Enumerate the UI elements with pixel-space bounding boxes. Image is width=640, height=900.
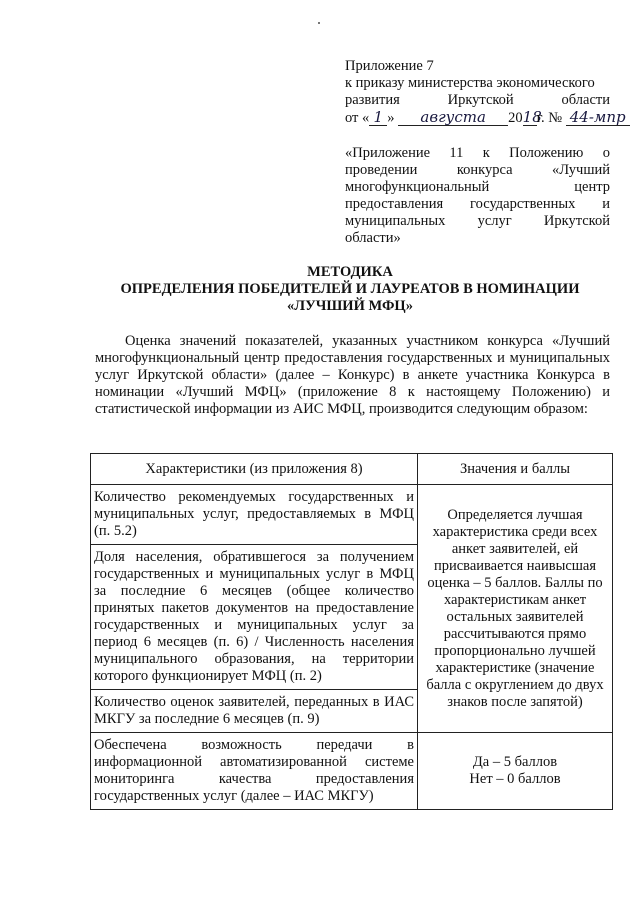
header-characteristics: Характеристики (из приложения 8) [91, 454, 418, 485]
criterion-cell: Доля населения, обратившегося за получением государственных и муниципальных услуг в МФЦ за последние 6 месяцев (общее количество принятых пакетов документов на предоставление государственных и муниципальных услуг за период 6 месяцев (п. 6) / Численность населения муниципального образования, на территории которого функционирует МФЦ (п. 2) [91, 545, 418, 690]
appendix-11-text: «Приложение 11 к Положению о проведении конкурса «Лучший многофункциональный центр предоставления государственных и муниципальных услуг Иркутской области» [345, 145, 610, 246]
date-year: 18 [522, 108, 542, 126]
date-month: августа [398, 109, 508, 126]
criterion-cell: Количество оценок заявителей, переданных в ИАС МКГУ за последние 6 месяцев (п. 9) [91, 690, 418, 733]
scan-dot [318, 22, 320, 24]
yes-value: Да – 5 баллов [472, 754, 558, 770]
date-mid: » [387, 110, 395, 126]
appendix-7-order-ref: к приказу министерства экономического [345, 75, 595, 91]
date-year-suffix: г. № [536, 110, 563, 126]
title-line-2: ОПРЕДЕЛЕНИЯ ПОБЕДИТЕЛЕЙ И ЛАУРЕАТОВ В НОМИНАЦИИ [120, 281, 580, 297]
merged-value-cell: Определяется лучшая характеристика среди всех анкет заявителей, ей присваивается наивысшая оценка – 5 баллов. Баллы по характеристикам анкет остальных заявителей рассчитываются прямо пропорционально лучшей характеристике (значение балла с округлением до двух знаков после запятой) [418, 485, 613, 733]
document-title [60, 264, 640, 315]
appendix-7-block [345, 58, 626, 127]
table-row [91, 733, 613, 810]
header-values: Значения и баллы [418, 454, 613, 485]
date-prefix: от « [345, 110, 370, 126]
yes-no-value-cell [418, 733, 613, 810]
criteria-table [90, 453, 613, 810]
criterion-cell: Обеспечена возможность передачи в информационной автоматизированной системе мониторинга качества предоставления государственных услуг (далее – ИАС МКГУ) [91, 733, 418, 810]
criterion-cell: Количество рекомендуемых государственных и муниципальных услуг, предоставляемых в МФЦ (п. 5.2) [91, 485, 418, 545]
date-year-prefix: 20 [508, 110, 523, 126]
appendix-7-ministry: развития Иркутской области [345, 92, 610, 108]
table-row [91, 485, 613, 545]
title-line-3: «ЛУЧШИЙ МФЦ» [287, 298, 413, 314]
date-day: 1 [369, 109, 387, 126]
table-header-row [91, 454, 613, 485]
appendix-7-date-line [345, 108, 626, 127]
intro-paragraph: Оценка значений показателей, указанных участником конкурса «Лучший многофункциональный центр предоставления государственных и муниципальных услуг Иркутской области» (далее – Конкурс) в анкете участника Конкурса в номинации «Лучший МФЦ» (приложение 8 к настоящему Положению) и статистической информации из АИС МФЦ, производится следующим образом: [95, 333, 610, 417]
order-number: 44-мпр [566, 109, 630, 126]
no-value: Нет – 0 баллов [469, 771, 561, 787]
appendix-7-label: Приложение 7 [345, 58, 434, 74]
appendix-11-block [345, 145, 610, 247]
title-line-1: МЕТОДИКА [307, 264, 393, 280]
